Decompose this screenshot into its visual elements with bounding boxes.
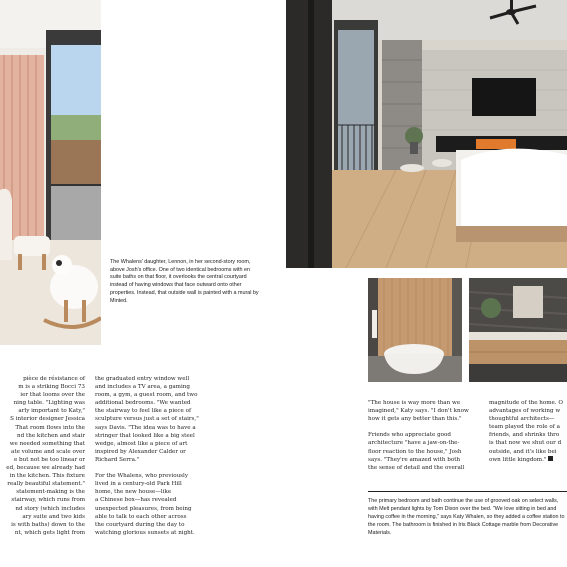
text-line: S interior designer Jessica: [10, 416, 85, 423]
text-line: ning table. "Lighting was: [13, 400, 85, 407]
text-line: sculpture versus just a set of stairs,": [95, 416, 199, 423]
text-line: we needed something that: [9, 440, 85, 447]
bedroom-bath-caption: The primary bedroom and bath continue the use of grooved oak on select walls, with Melt pendant lights by Tom Dixon over the bed. "We love sitting in bed and having coffee in the morning," says Katy Whalen, so they added a coffee station to the room. The bathroom is finished in Iris Black Cottage marble from Decorative Materials.: [368, 498, 565, 536]
text-line: "The house is way more than we: [368, 400, 461, 406]
text-line: nt, which gets light from: [14, 529, 85, 536]
primary-bath-vanity-photo: [469, 278, 567, 382]
text-line: a Chinese box—has revealed: [95, 497, 177, 504]
text-line: really beautiful statement.": [7, 481, 85, 488]
article-column-4: [489, 399, 567, 464]
text-line: ate volume and scale over: [10, 448, 85, 455]
text-line: advantages of working w: [489, 408, 561, 415]
text-line: friends, and shrinks thro: [489, 432, 560, 439]
text-line: For the Whalens, who previously: [95, 473, 188, 480]
text-line: inspired by Alexander Calder or: [95, 448, 186, 455]
text-line: home, the new house—like: [95, 489, 172, 496]
text-line: is with baths) down to the: [11, 521, 85, 528]
text-line: Friends who appreciate good: [368, 432, 451, 439]
text-line: stairway, which runs from: [11, 497, 85, 504]
text-line: wedge, almost like a piece of art: [95, 440, 188, 447]
text-line: how it gets any better than this.": [368, 416, 462, 423]
text-line: and includes a TV area, a gaming: [95, 384, 190, 391]
text-line: statement-making is the: [16, 489, 85, 496]
text-line: the stairway to feel like a piece of: [95, 408, 192, 415]
article-column-3: [368, 399, 480, 472]
primary-bath-tub-photo: [368, 278, 462, 382]
text-line: magnitude of the home. O: [489, 400, 564, 406]
text-line: outside, and it's like bei: [489, 448, 557, 455]
caption-divider: [368, 491, 567, 492]
text-line: team played the role of a: [489, 424, 560, 431]
text-line: e but not be too linear or: [13, 456, 85, 463]
article-column-1: [0, 375, 85, 537]
text-line: says. "They're amazed with both: [368, 456, 461, 463]
text-line: unexpected pleasures, from being: [95, 505, 192, 512]
nursery-photo: [0, 0, 101, 345]
text-line: [95, 464, 209, 472]
text-line: nd the kitchen and stair: [17, 432, 85, 439]
text-line: imagined," Katy says. "I don't know: [368, 408, 469, 415]
text-line: architecture "have a jaw-on-the-: [368, 440, 460, 447]
text-line: pièce de résistance of: [23, 376, 85, 382]
text-line: lived in a century-old Park Hill: [95, 481, 182, 488]
text-line: is that now we shut our d: [489, 440, 562, 447]
text-line: arly important to Katy,": [18, 408, 85, 415]
text-line: nd story (which includes: [15, 505, 85, 512]
text-line: ary suite and two kids: [22, 513, 85, 520]
text-line: m is a striking Bocci 73: [18, 384, 85, 391]
text-line: That room flows into the: [15, 424, 85, 431]
text-line: in the kitchen. This fixture: [9, 473, 85, 480]
nursery-photo-caption: The Whalens' daughter, Lennon, in her second-story room, above Josh's office. One of two identical bedrooms with en suite baths on that floor, it overlooks the central courtyard instead of having windows that face outward onto other properties. Instead, that outside wall is painted with a mural by Minted.: [110, 259, 259, 304]
text-line: ed, because we already had: [6, 465, 85, 472]
text-line: thoughtful architects—: [489, 416, 555, 423]
text-line: able to talk to each other across: [95, 513, 187, 520]
text-line: additional bedrooms. "We wanted: [95, 400, 191, 407]
text-line: says Davis. "The idea was to have a: [95, 424, 196, 431]
text-line: stringer that looked like a big steel: [95, 432, 195, 439]
text-line: the graduated entry window well: [95, 376, 190, 382]
primary-bedroom-photo: [286, 0, 567, 268]
text-line: [368, 423, 480, 431]
text-line: the sense of detail and the overall: [368, 464, 465, 471]
text-line: the courtyard during the day to: [95, 521, 185, 528]
text-line: own little kingdom.": [489, 456, 567, 464]
end-of-article-mark: [548, 456, 553, 461]
text-line: watching glorious sunsets at night.: [95, 529, 195, 536]
text-line: Richard Serra.": [95, 456, 140, 463]
text-line: floor reaction to the house," Josh: [368, 448, 462, 455]
text-line: ier that looms over the: [20, 392, 85, 399]
article-column-2: [95, 375, 209, 537]
text-line: room, a gym, a guest room, and two: [95, 392, 198, 399]
